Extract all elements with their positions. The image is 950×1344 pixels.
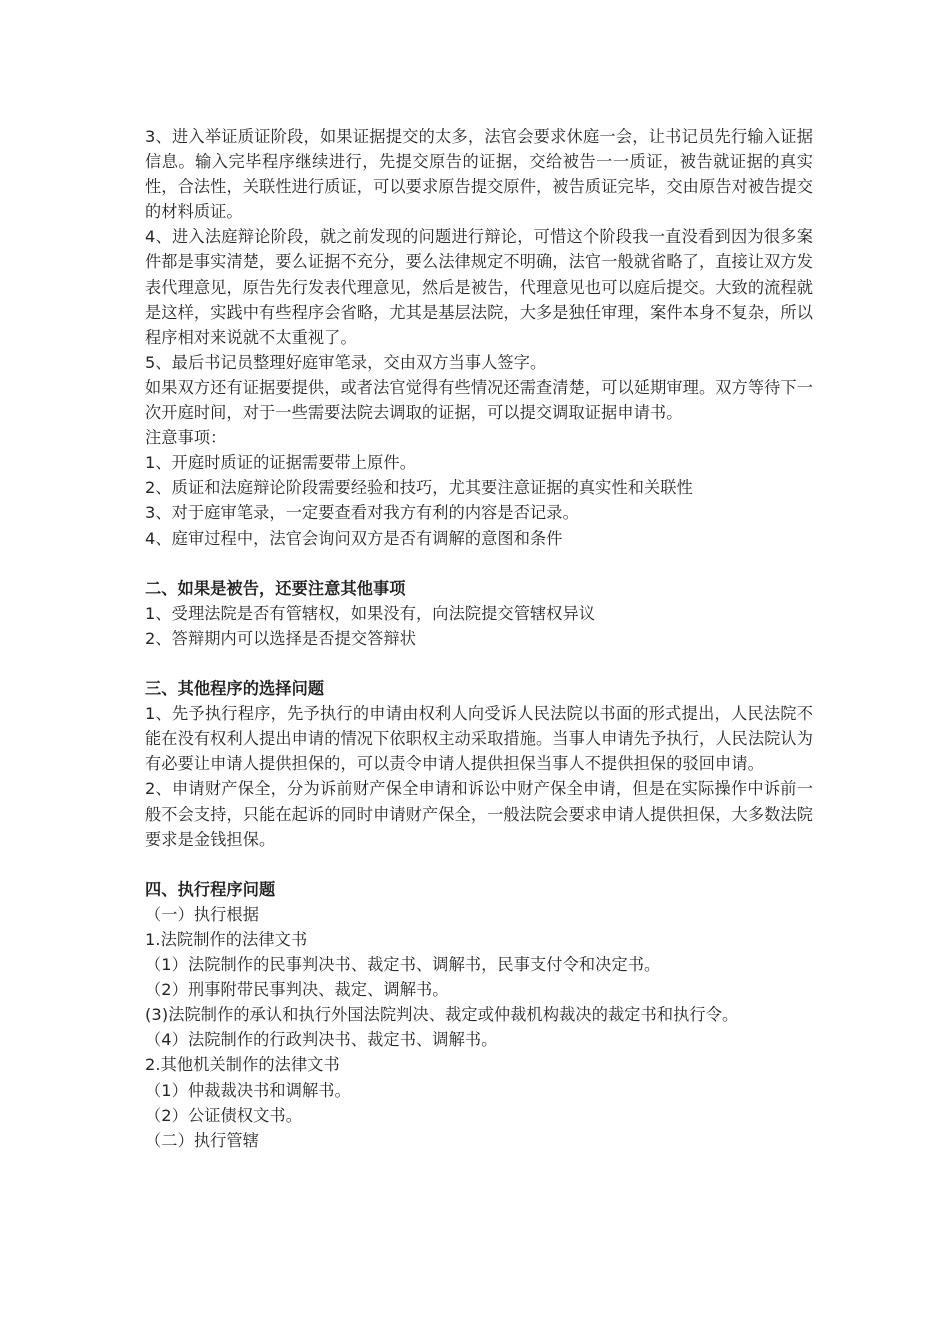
paragraph: （2）刑事附带民事判决、裁定、调解书。: [145, 980, 449, 1000]
paragraph: 2、答辩期内可以选择是否提交答辩状: [145, 628, 416, 648]
document-body: [145, 124, 813, 1153]
paragraph: 注意事项：: [145, 428, 227, 448]
paragraph: 1、受理法院是否有管辖权，如果没有，向法院提交管辖权异议: [145, 603, 596, 623]
paragraph: 1、开庭时质证的证据需要带上原件。: [145, 453, 416, 473]
paragraph: 3、进入举证质证阶段，如果证据提交的太多，法官会要求休庭一会，让书记员先行输入证据信息。输入完毕程序继续进行，先提交原告的证据，交给被告一一质证，被告就证据的真实性，合法性，关联性进行质证，可以要求原告提交原件，被告质证完毕，交由原告对被告提交的材料质证。: [145, 127, 813, 222]
paragraph: （一）执行根据: [145, 904, 260, 924]
paragraph: 2.其他机关制作的法律文书: [145, 1055, 340, 1075]
paragraph: 2、质证和法庭辩论阶段需要经验和技巧，尤其要注意证据的真实性和关联性: [145, 478, 693, 498]
paragraph: 1、先予执行程序，先予执行的申请由权利人向受诉人民法院以书面的形式提出，人民法院不能在没有权利人提出申请的情况下依职权主动采取措施。当事人申请先予执行，人民法院认为有必要让申请人提供担保的，可以责令申请人提供担保当事人不提供担保的驳回申请。: [145, 704, 813, 774]
paragraph: 1.法院制作的法律文书: [145, 930, 308, 949]
paragraph: （1）仲裁裁决书和调解书。: [145, 1080, 351, 1100]
paragraph: 5、最后书记员整理好庭审笔录，交由双方当事人签字。: [145, 352, 547, 372]
paragraph: 4、庭审过程中，法官会询问双方是否有调解的意图和条件: [145, 528, 563, 548]
paragraph: 2、申请财产保全，分为诉前财产保全申请和诉讼中财产保全申请，但是在实际操作中诉前一般不会支持，只能在起诉的同时申请财产保全，一般法院会要求申请人提供担保，大多数法院要求是金钱担保。: [145, 779, 813, 849]
blank-line: [145, 651, 813, 676]
section-heading: 四、执行程序问题: [145, 879, 276, 899]
paragraph: （1）法院制作的民事判决书、裁定书、调解书，民事支付令和决定书。: [145, 955, 661, 975]
paragraph: (3)法院制作的承认和执行外国法院判决、裁定或仲裁机构裁决的裁定书和执行令。: [145, 1005, 739, 1025]
section-heading: 三、其他程序的选择问题: [145, 679, 325, 699]
blank-line: [145, 852, 813, 877]
paragraph: （二）执行管辖: [145, 1130, 260, 1150]
section-heading: 二、如果是被告，还要注意其他事项: [145, 578, 406, 598]
blank-line: [145, 551, 813, 576]
paragraph: 4、进入法庭辩论阶段，就之前发现的问题进行辩论，可惜这个阶段我一直没看到因为很多案件都是事实清楚，要么证据不充分，要么法律规定不明确，法官一般就省略了，直接让双方发表代理意见，原告先行发表代理意见，然后是被告，代理意见也可以庭后提交。大致的流程就是这样，实践中有些程序会省略，尤其是基层法院，大多是独任审理，案件本身不复杂，所以程序相对来说就不太重视了。: [145, 227, 813, 347]
paragraph: 如果双方还有证据要提供，或者法官觉得有些情况还需查清楚，可以延期审理。双方等待下一次开庭时间，对于一些需要法院去调取的证据，可以提交调取证据申请书。: [145, 377, 813, 423]
paragraph: （2）公证债权文书。: [145, 1105, 302, 1125]
paragraph: （4）法院制作的行政判决书、裁定书、调解书。: [145, 1030, 498, 1050]
paragraph: 3、对于庭审笔录，一定要查看对我方有利的内容是否记录。: [145, 503, 579, 523]
